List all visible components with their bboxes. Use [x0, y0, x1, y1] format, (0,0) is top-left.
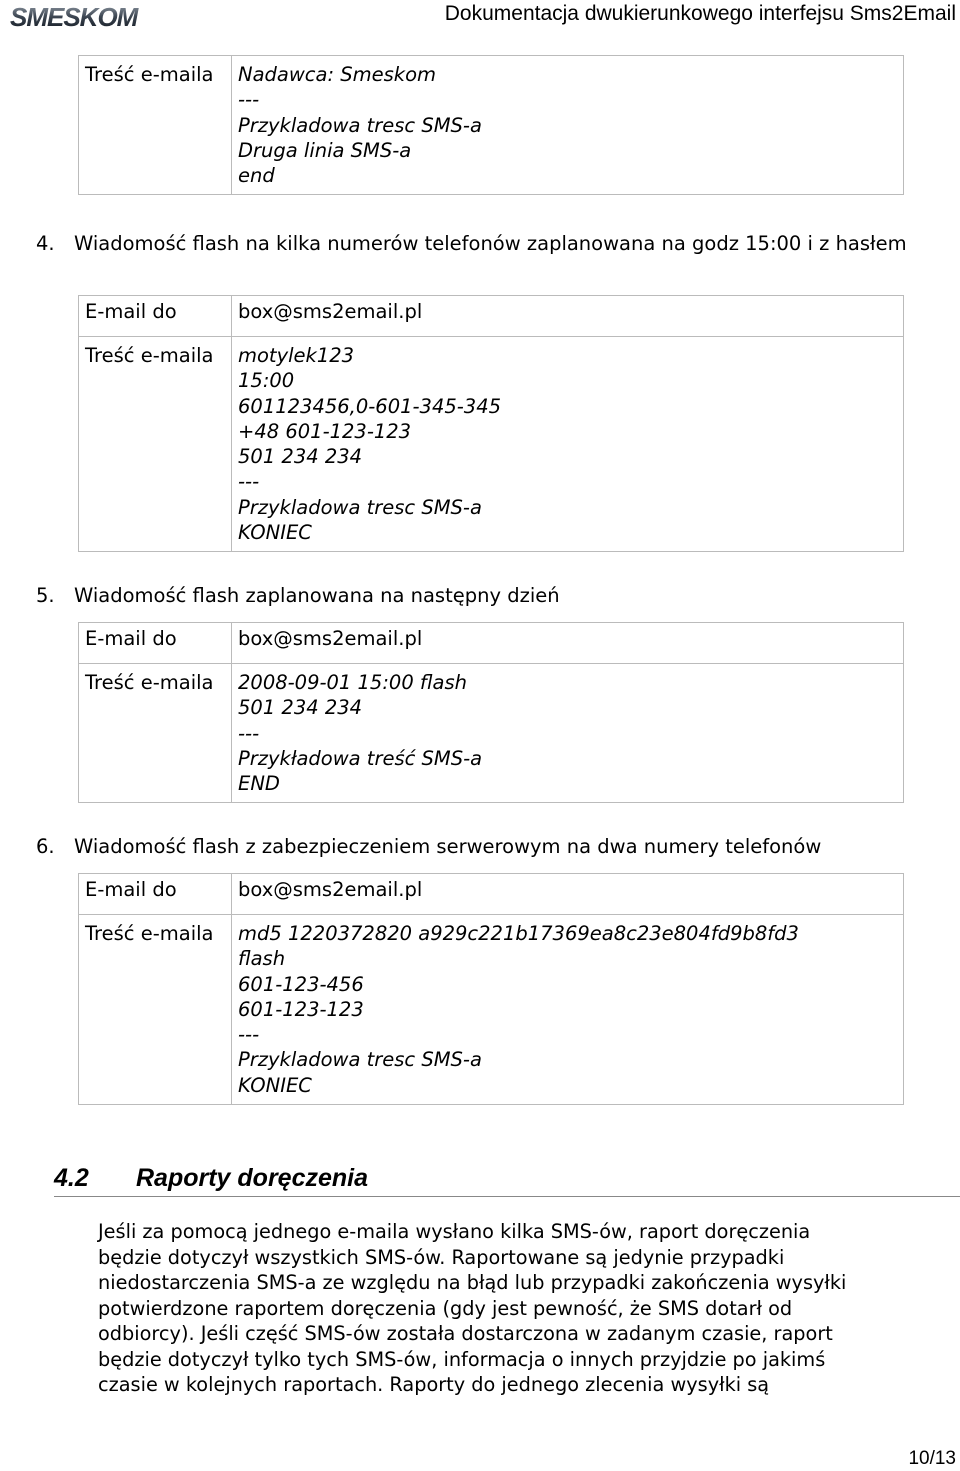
body-value	[232, 337, 904, 552]
email-value: box@sms2email.pl	[232, 623, 904, 664]
item-number: 4.	[36, 232, 55, 255]
body-label: Treść e-maila	[79, 664, 232, 803]
body-line: Przykladowa tresc SMS-a	[238, 495, 482, 519]
paragraph-line: Jeśli za pomocą jednego e-maila wysłano kilka SMS-ów, raport doręczenia	[98, 1220, 811, 1243]
body-label: Treść e-maila	[79, 337, 232, 552]
body-line: Nadawca: Smeskom	[238, 63, 436, 86]
paragraph-line: niedostarczenia SMS-a ze względu na błąd lub przypadki zakończenia wysyłki	[98, 1271, 847, 1294]
body-line: 2008-09-01 15:00 flash	[238, 671, 467, 694]
section-number: 4.2	[54, 1164, 89, 1192]
body-line: 601123456,0-601-345-345	[238, 394, 502, 418]
list-item-6	[36, 833, 926, 860]
body-line: KONIEC	[238, 1073, 312, 1097]
example-table-4	[78, 295, 904, 552]
email-label: E-mail do	[79, 623, 232, 664]
body-line: Przykładowa treść SMS-a	[238, 746, 483, 770]
paragraph-line: odbiorcy). Jeśli część SMS-ów została dostarczona w zadanym czasie, raport	[98, 1322, 833, 1345]
example-table-6	[78, 873, 904, 1105]
body-line: ---	[238, 1023, 260, 1047]
body-line: +48 601-123-123	[238, 419, 412, 443]
body-value	[232, 56, 904, 195]
item-number: 6.	[36, 835, 55, 858]
section-title: Raporty doręczenia	[136, 1164, 369, 1192]
body-line: ---	[238, 88, 260, 112]
example-table-3	[78, 55, 904, 195]
email-label: E-mail do	[79, 874, 232, 915]
body-line: Przykladowa tresc SMS-a	[238, 1048, 482, 1072]
body-line: 15:00	[238, 369, 295, 393]
body-line: md5 1220372820 a929c221b17369ea8c23e804fd9b8fd3	[238, 922, 799, 945]
body-line: motylek123	[238, 344, 355, 367]
paragraph-line: będzie dotyczył tylko tych SMS-ów, informacja o innych przyjdzie po jakimś	[98, 1347, 826, 1371]
list-item-5	[36, 582, 926, 609]
body-label: Treść e-maila	[79, 915, 232, 1105]
paragraph-line: będzie dotyczył wszystkich SMS-ów. Raportowane są jedynie przypadki	[98, 1245, 785, 1269]
item-text: Wiadomość flash zaplanowana na następny dzień	[74, 584, 560, 607]
example-table-5	[78, 622, 904, 803]
email-value: box@sms2email.pl	[232, 296, 904, 337]
email-value: box@sms2email.pl	[232, 874, 904, 915]
body-line: ---	[238, 721, 260, 745]
body-label: Treść e-maila	[79, 56, 232, 195]
paragraph	[98, 1219, 958, 1398]
item-text: Wiadomość flash na kilka numerów telefonów zaplanowana na godz 15:00 i z hasłem	[74, 232, 907, 255]
paragraph-line: potwierdzone raportem doręczenia (gdy jest pewność, że SMS dotarł od	[98, 1296, 793, 1320]
email-label: E-mail do	[79, 296, 232, 337]
body-line: END	[238, 772, 280, 796]
body-line: 601-123-123	[238, 997, 364, 1021]
body-line: 501 234 234	[238, 696, 363, 720]
body-value	[232, 915, 904, 1105]
body-line: Przykladowa tresc SMS-a	[238, 113, 482, 137]
page-number: 10/13	[908, 1448, 956, 1469]
body-line: flash	[238, 947, 286, 971]
list-item-4	[36, 230, 926, 257]
document-title: Dokumentacja dwukierunkowego interfejsu Sms2Email	[444, 2, 956, 25]
body-line: 601-123-456	[238, 972, 364, 996]
body-value	[232, 664, 904, 803]
body-line: KONIEC	[238, 521, 312, 545]
body-line: 501 234 234	[238, 445, 363, 469]
logo-text: SMESKOM	[10, 2, 138, 32]
page-header	[0, 0, 960, 36]
body-line: Druga linia SMS-a	[238, 138, 412, 162]
item-text: Wiadomość flash z zabezpieczeniem serwerowym na dwa numery telefonów	[74, 835, 822, 858]
item-number: 5.	[36, 584, 55, 607]
smeskom-logo	[10, 2, 170, 32]
body-line: ---	[238, 470, 260, 494]
section-heading	[54, 1162, 960, 1197]
paragraph-line: czasie w kolejnych raportach. Raporty do jednego zlecenia wysyłki są	[98, 1373, 770, 1396]
body-line: end	[238, 164, 275, 188]
